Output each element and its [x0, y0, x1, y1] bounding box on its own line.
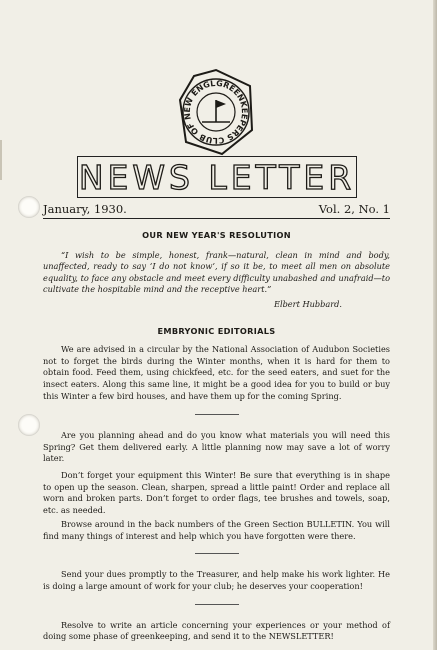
- section-divider: [195, 414, 239, 415]
- club-emblem: [176, 66, 256, 158]
- dateline: [43, 202, 390, 219]
- editorial-paragraph-dues: Send your dues promptly to the Treasurer, and help make his work lighter. He is doing a large amount of work for your club; he deserves your cooperation!: [43, 569, 390, 592]
- quote-attribution: Elbert Hubbard.: [273, 298, 342, 309]
- masthead: [77, 156, 357, 198]
- editorials-heading: EMBRYONIC EDITORIALS: [157, 325, 276, 336]
- section-divider: [195, 553, 239, 554]
- editorial-paragraph-planning: Are you planning ahead and do you know what materials you will need this Spring? Get them delivered early. A little planning now may save a lot of worry later.: [43, 430, 390, 464]
- emblem-ring-text: GREENKEEPERS CLUB OF NEW ENGL: [182, 78, 250, 146]
- editorial-paragraph-birds: We are advised in a circular by the National Association of Audubon Societies not to forget the birds during the Winter months, when it is hard for them to obtain food. Feed them, using chickfeed, etc. for the seed eaters, and suet for the insect eaters. Along this same line, it might be a good idea for you to build or buy this Winter a few bird houses, and have them up for the coming Spring.: [43, 344, 390, 401]
- punch-hole-bottom: [18, 414, 40, 436]
- masthead-title: NEWS LETTER: [78, 157, 356, 197]
- resolution-quote: “I wish to be simple, honest, frank—natural, clean in mind and body, unaffected, ready to say ‘I do not know’, if so it be, to meet all men on absolute equality, to face any obstacle and meet every difficulty unabashed and unafraid—to cultivate the hospitable mind and the receptive heart.”: [43, 249, 390, 295]
- resolution-heading: OUR NEW YEAR'S RESOLUTION: [142, 230, 291, 240]
- issue-date: January, 1930.: [43, 202, 127, 216]
- section-divider: [195, 604, 239, 605]
- editorial-paragraph-equipment: Don’t forget your equipment this Winter! Be sure that everything is in shape to open up the season. Clean, sharpen, spread a little paint! Order and replace all worn and broken parts. Don’t forget to order flags, tee brushes and towels, soap, etc. as needed.: [43, 469, 390, 515]
- editorial-paragraph-bulletin: Browse around in the back numbers of the Green Section BULLETIN. You will find many things of interest and help which you have forgotten were there.: [43, 519, 390, 541]
- club-emblem-graphic: [176, 66, 256, 158]
- volume-number: Vol. 2, No. 1: [318, 202, 390, 216]
- punch-hole-top: [18, 196, 40, 218]
- page-tear: [0, 140, 2, 180]
- page-edge: [433, 0, 437, 650]
- newsletter-body: [43, 230, 390, 643]
- editorial-paragraph-article: Resolve to write an article concerning your experiences or your method of doing some phase of greenkeeping, and send it to the NEWSLETTER!: [43, 619, 390, 642]
